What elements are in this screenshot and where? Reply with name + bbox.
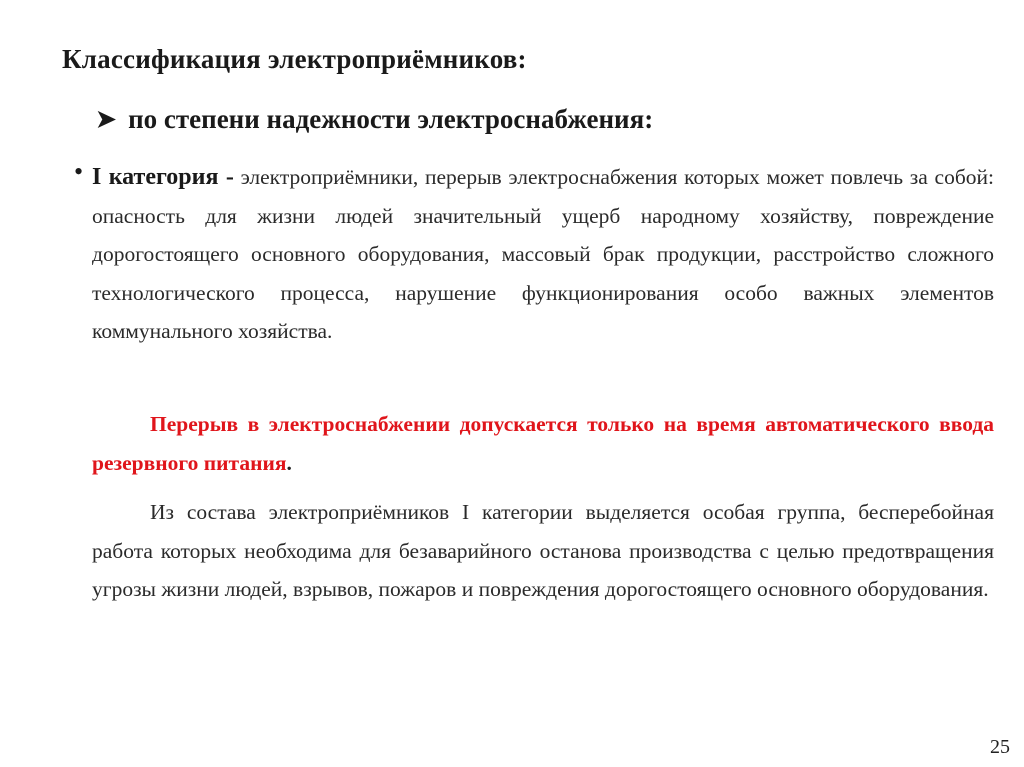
page-number: 25: [990, 736, 1010, 758]
special-group-paragraph: Из состава электроприёмников I категории выделяется особая группа, бесперебойная работа которых необходима для безаварийного останова производства с целью предотвращения угрозы жизни людей, взрывов, пожаров и повреждения дорогостоящего основного оборудования.: [92, 500, 994, 601]
subtitle-text: по степени надежности электроснабжения:: [128, 104, 654, 134]
arrow-bullet-icon: ➤: [96, 106, 117, 133]
category-lead: I категория -: [92, 164, 234, 190]
slide-title: Классификация электроприёмников:: [62, 44, 527, 74]
red-note-text: Перерыв в электроснабжении допускается только на время автоматического ввода резервного питания: [92, 412, 994, 475]
red-note-paragraph: [92, 405, 994, 482]
category-paragraph: [92, 158, 994, 351]
bullet-dot: •: [74, 157, 84, 186]
category-body: электроприёмники, перерыв электроснабжения которых может повлечь за собой: опасность для жизни людей значительный ущерб народному хозяйству, повреждение дорогостоящего основного оборудования, массовый брак продукции, расстройство сложного технологического процесса, нарушение функционирования особо важных элементов коммунального хозяйства.: [92, 165, 995, 343]
subtitle: [96, 104, 653, 135]
red-note-period: .: [286, 450, 292, 475]
category-bullet: [62, 158, 994, 351]
